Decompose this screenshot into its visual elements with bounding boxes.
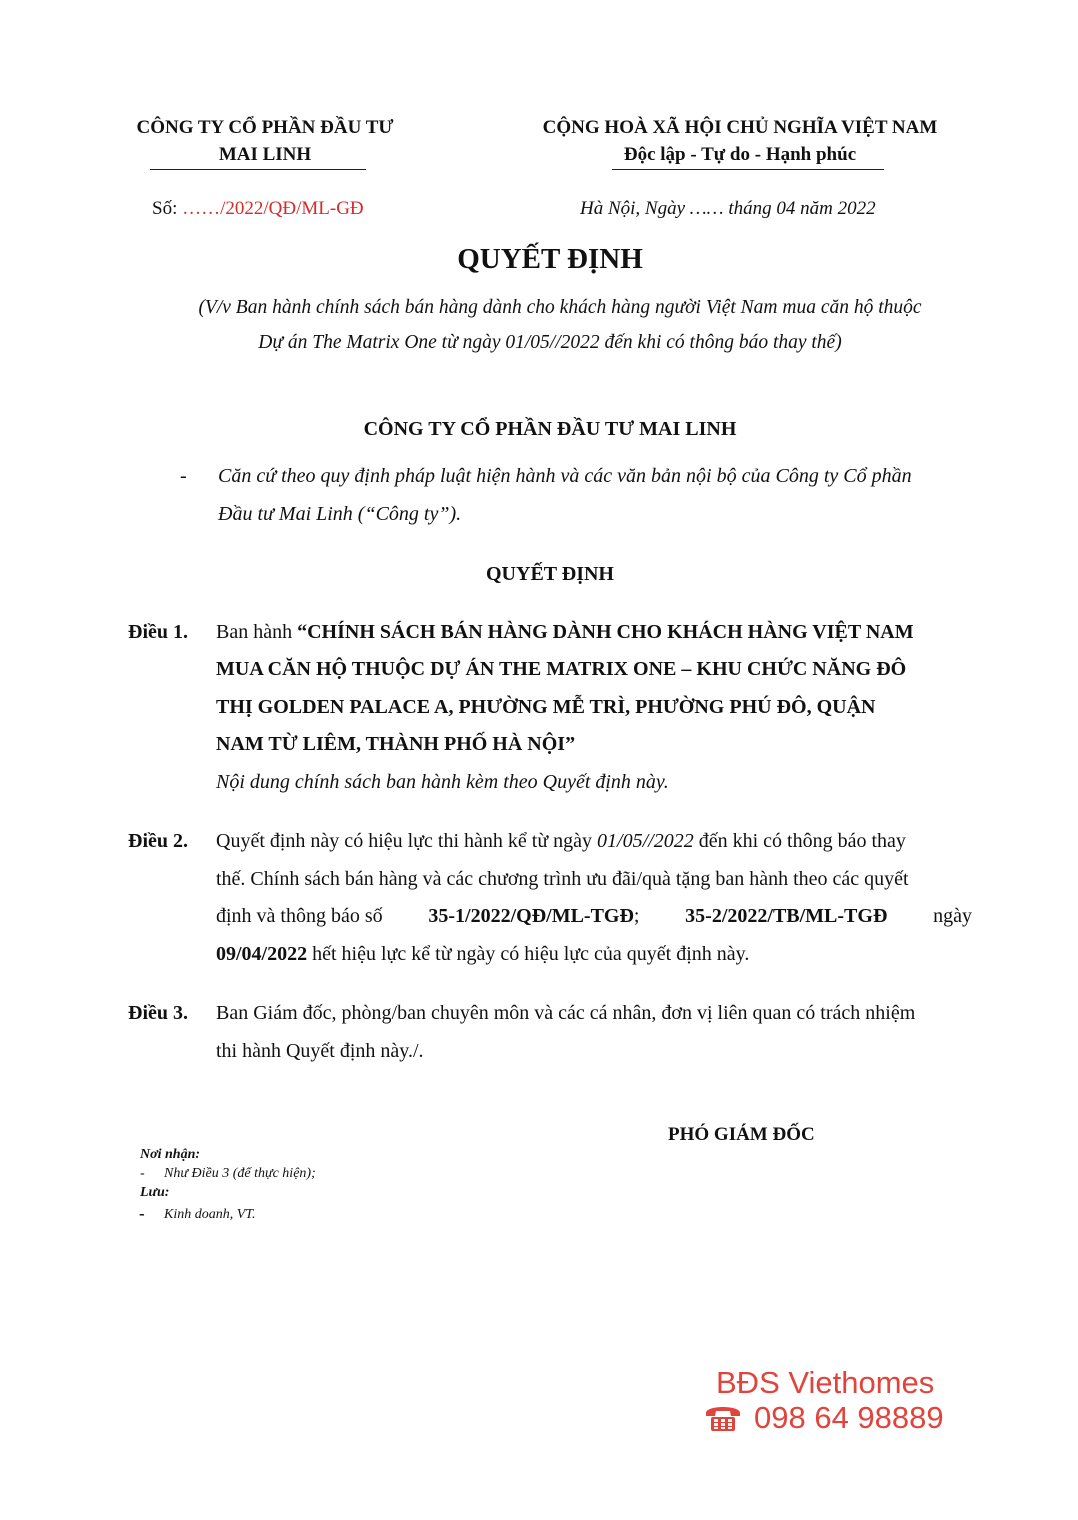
basis-line2: Đầu tư Mai Linh (“Công ty”). — [218, 503, 462, 525]
document-number — [152, 195, 364, 222]
nation-motto: Độc lập - Tự do - Hạnh phúc — [623, 144, 857, 165]
article1-label: Điều 1. — [128, 621, 188, 643]
article2-line1-b: đến khi có thông báo thay — [693, 830, 906, 852]
recipients-archive: Lưu: — [140, 1185, 170, 1200]
article2-line3-a: định và thông báo số — [216, 905, 383, 927]
article1-line1 — [216, 614, 972, 652]
article1-note: Nội dung chính sách ban hành kèm theo Quyết định này. — [216, 771, 669, 793]
document-number-label: Số: — [152, 198, 178, 219]
watermark-brand: BĐS Viethomes — [716, 1365, 935, 1400]
company-underline — [150, 169, 366, 170]
recipients-item2-dash: - — [139, 1204, 145, 1223]
recipients-heading: Nơi nhận: — [140, 1147, 201, 1162]
document-subtitle-line1: (V/v Ban hành chính sách bán hàng dành cho khách hàng người Việt Nam mua căn hộ thuộc — [198, 297, 922, 318]
article2-line3 — [216, 898, 972, 936]
recipients-item2: Kinh doanh, VT. — [164, 1207, 256, 1222]
article2-line4-b: hết hiệu lực kể từ ngày có hiệu lực của quyết định này. — [307, 943, 750, 965]
article1-policy-line1: “CHÍNH SÁCH BÁN HÀNG DÀNH CHO KHÁCH HÀNG VIỆT NAM — [297, 621, 914, 643]
signer-title: PHÓ GIÁM ĐỐC — [668, 1124, 815, 1145]
article3-line2: thi hành Quyết định này./. — [216, 1040, 424, 1062]
document-title: QUYẾT ĐỊNH — [457, 243, 643, 275]
watermark-phone-number: 098 64 98889 — [754, 1400, 944, 1435]
article1-policy-line2: MUA CĂN HỘ THUỘC DỰ ÁN THE MATRIX ONE – KHU CHỨC NĂNG ĐÔ — [216, 658, 907, 680]
article2-decision-number: 35-1/2022/QĐ/ML-TGĐ — [428, 905, 634, 927]
document-number-value: ……/2022/QĐ/ML-GĐ — [182, 198, 364, 219]
article2-line3-b: ngày — [933, 905, 972, 927]
company-name-line2: MAI LINH — [218, 144, 312, 165]
place-date: Hà Nội, Ngày …… tháng 04 năm 2022 — [580, 198, 876, 219]
motto-underline — [612, 169, 884, 170]
article2-separator: ; — [633, 905, 640, 927]
article3-line1: Ban Giám đốc, phòng/ban chuyên môn và các cá nhân, đơn vị liên quan có trách nhiệm — [216, 1002, 916, 1024]
issuer-name: CÔNG TY CỔ PHẦN ĐẦU TƯ MAI LINH — [363, 418, 737, 440]
nation-title: CỘNG HOÀ XÃ HỘI CHỦ NGHĨA VIỆT NAM — [542, 117, 938, 138]
basis-dash: - — [180, 465, 187, 487]
article1-intro: Ban hành — [216, 621, 298, 643]
article2-line2: thế. Chính sách bán hàng và các chương trình ưu đãi/quà tặng ban hành theo các quyết — [216, 868, 909, 890]
article3-label: Điều 3. — [128, 1002, 188, 1024]
recipients-item1-dash: - — [140, 1166, 145, 1181]
article2-notice-number: 35-2/2022/TB/ML-TGĐ — [685, 905, 888, 927]
watermark-phone — [704, 1399, 944, 1437]
decide-heading: QUYẾT ĐỊNH — [486, 563, 614, 585]
recipients-item1: Như Điều 3 (để thực hiện); — [164, 1166, 316, 1181]
company-name-line1: CÔNG TY CỔ PHẦN ĐẦU TƯ — [136, 117, 394, 138]
article2-label: Điều 2. — [128, 830, 188, 852]
article2-line4 — [216, 936, 749, 974]
document-subtitle-line2: Dự án The Matrix One từ ngày 01/05//2022 đến khi có thông báo thay thế) — [258, 332, 842, 353]
article1-policy-line3: THỊ GOLDEN PALACE A, PHƯỜNG MỄ TRÌ, PHƯỜNG PHÚ ĐÔ, QUẬN — [216, 696, 876, 718]
article2-effective-date: 01/05//2022 — [597, 830, 694, 852]
article1-policy-line4: NAM TỪ LIÊM, THÀNH PHỐ HÀ NỘI” — [216, 733, 576, 755]
basis-line1: Căn cứ theo quy định pháp luật hiện hành và các văn bản nội bộ của Công ty Cổ phần — [218, 465, 912, 487]
telephone-icon — [704, 1402, 742, 1434]
article2-line1-a: Quyết định này có hiệu lực thi hành kể từ ngày — [216, 830, 598, 852]
article2-old-date: 09/04/2022 — [216, 943, 308, 965]
article2-line1 — [216, 823, 972, 861]
